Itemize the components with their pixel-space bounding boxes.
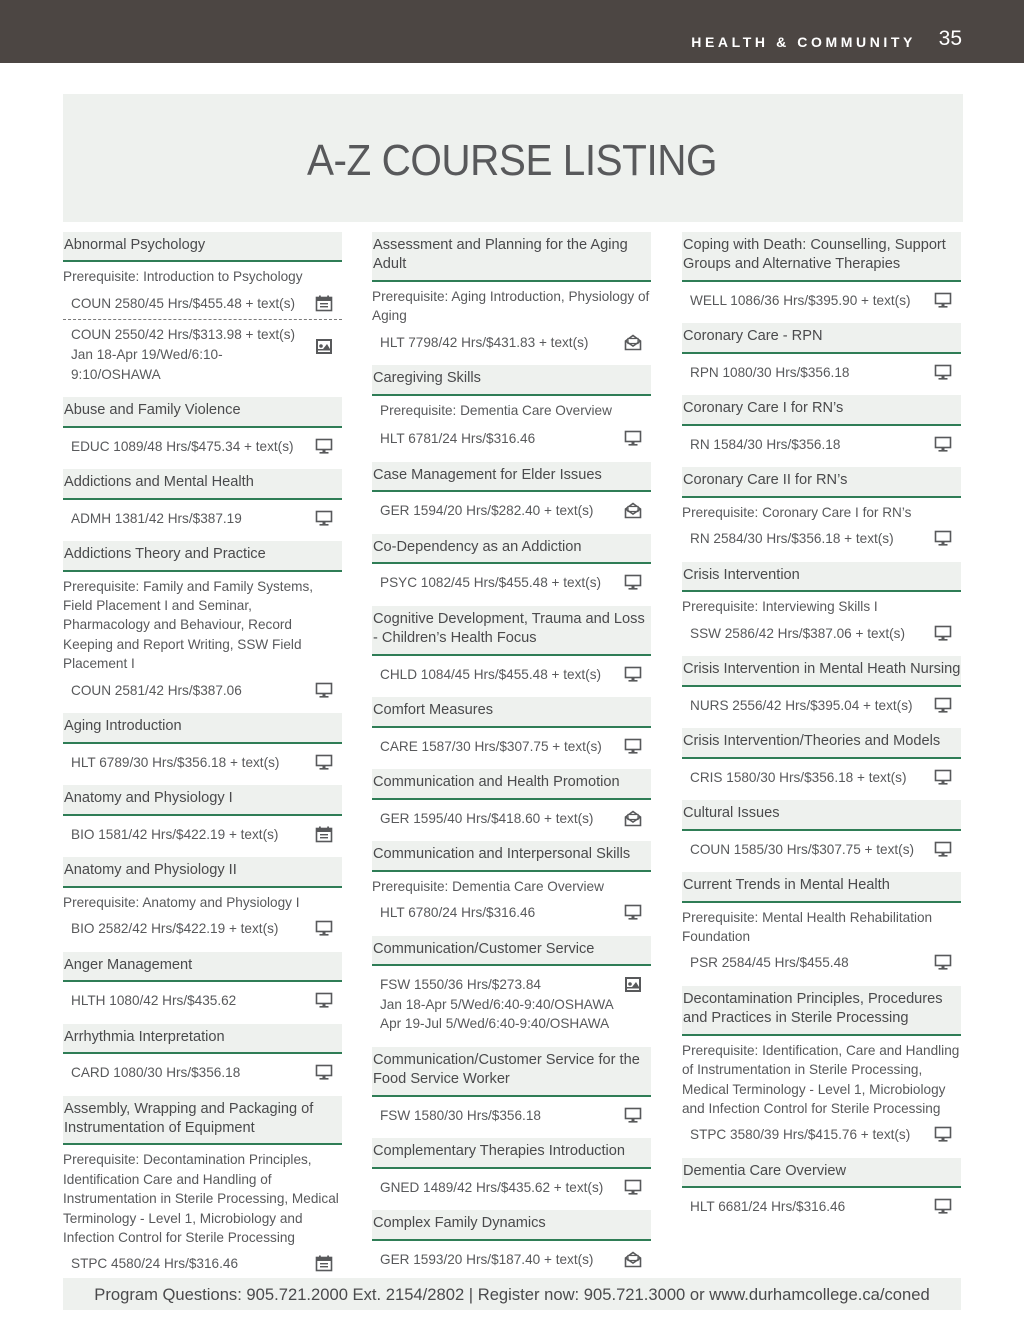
course-offering xyxy=(372,903,651,923)
offering-code-hours-price: RN 2584/30 Hrs/$356.18 + text(s) xyxy=(690,531,894,547)
offering-code-hours-price: STPC 3580/39 Hrs/$415.76 + text(s) xyxy=(690,1127,911,1143)
course-offering xyxy=(372,665,651,685)
online-icon xyxy=(934,954,952,971)
course-complementary-therapies-introduction xyxy=(372,1138,651,1197)
mail-icon xyxy=(624,334,642,351)
course-title: Caregiving Skills xyxy=(372,365,651,395)
course-prerequisite: Prerequisite: Coronary Care I for RN’s xyxy=(682,504,912,520)
online-icon xyxy=(934,841,952,858)
offering-code-hours-price: RPN 1080/30 Hrs/$356.18 xyxy=(690,364,850,380)
course-offering xyxy=(63,294,342,314)
mail-icon xyxy=(624,810,642,827)
course-offering xyxy=(682,363,961,383)
course-offering xyxy=(372,501,651,521)
course-anatomy-and-physiology-i xyxy=(63,785,342,844)
offering-code-hours-price: CARE 1587/30 Hrs/$307.75 + text(s) xyxy=(380,738,602,754)
course-title: Dementia Care Overview xyxy=(682,1158,961,1188)
online-icon xyxy=(934,769,952,786)
course-title: Communication and Interpersonal Skills xyxy=(372,841,651,871)
course-decontamination-principles-procedures-and-practices-in-sterile-processing xyxy=(682,986,961,1145)
course-title: Crisis Intervention in Mental Heath Nursing xyxy=(682,656,961,686)
online-icon xyxy=(624,666,642,683)
course-offering xyxy=(682,768,961,788)
course-offering xyxy=(63,319,342,384)
online-icon xyxy=(934,1198,952,1215)
course-title: Assembly, Wrapping and Packaging of Instrumentation of Equipment xyxy=(63,1096,342,1146)
online-icon xyxy=(624,1179,642,1196)
course-complex-family-dynamics xyxy=(372,1210,651,1269)
offering-code-hours-price: FSW 1550/36 Hrs/$273.84 xyxy=(380,977,541,993)
course-title: Abnormal Psychology xyxy=(63,232,342,262)
offering-code-hours-price: BIO 2582/42 Hrs/$422.19 + text(s) xyxy=(71,921,279,937)
offering-schedule: Apr 19-Jul 5/Wed/6:40-9:40/OSHAWA xyxy=(380,1016,610,1032)
offering-code-hours-price: FSW 1580/30 Hrs/$356.18 xyxy=(380,1107,541,1123)
offering-code-hours-price: ADMH 1381/42 Hrs/$387.19 xyxy=(71,510,242,526)
course-title: Case Management for Elder Issues xyxy=(372,462,651,492)
course-prerequisite: Prerequisite: Dementia Care Overview xyxy=(372,878,604,894)
online-icon xyxy=(934,530,952,547)
course-communication-and-interpersonal-skills xyxy=(372,841,651,922)
offering-code-hours-price: RN 1584/30 Hrs/$356.18 xyxy=(690,436,841,452)
course-coronary-care-ii-for-rn-s xyxy=(682,467,961,548)
page-title: A-Z COURSE LISTING xyxy=(306,136,718,185)
course-title: Anatomy and Physiology II xyxy=(63,857,342,887)
course-title: Coronary Care II for RN’s xyxy=(682,467,961,497)
course-offering xyxy=(682,953,961,973)
course-crisis-intervention-theories-and-models xyxy=(682,728,961,787)
course-title: Cognitive Development, Trauma and Loss - Children’s Health Focus xyxy=(372,606,651,656)
course-title: Anatomy and Physiology I xyxy=(63,785,342,815)
course-current-trends-in-mental-health xyxy=(682,872,961,973)
offering-code-hours-price: HLT 6681/24 Hrs/$316.46 xyxy=(690,1199,846,1215)
offering-schedule: Jan 18-Apr 5/Wed/6:40-9:40/OSHAWA xyxy=(380,996,614,1012)
course-offering xyxy=(372,573,651,593)
calendar-icon xyxy=(315,1255,333,1272)
online-icon xyxy=(624,574,642,591)
classroom-icon xyxy=(315,338,333,355)
course-communication-and-health-promotion xyxy=(372,769,651,828)
course-co-dependency-as-an-addiction xyxy=(372,534,651,593)
page-footer: Program Questions: 905.721.2000 Ext. 2154/2802 | Register now: 905.721.3000 or www.durhamcollege.ca/coned xyxy=(63,1278,961,1310)
course-title: Coping with Death: Counselling, Support Groups and Alternative Therapies xyxy=(682,232,961,282)
course-offering xyxy=(63,509,342,529)
course-offering xyxy=(63,681,342,701)
online-icon xyxy=(315,682,333,699)
online-icon xyxy=(934,1126,952,1143)
course-prerequisite: Prerequisite: Anatomy and Physiology I xyxy=(63,894,300,910)
online-icon xyxy=(315,438,333,455)
course-title: Coronary Care I for RN’s xyxy=(682,395,961,425)
calendar-icon xyxy=(315,826,333,843)
course-case-management-for-elder-issues xyxy=(372,462,651,521)
course-title: Communication/Customer Service for the Food Service Worker xyxy=(372,1047,651,1097)
course-title: Comfort Measures xyxy=(372,697,651,727)
classroom-icon xyxy=(624,976,642,993)
course-title: Co-Dependency as an Addiction xyxy=(372,534,651,564)
offering-code-hours-price: COUN 2550/42 Hrs/$313.98 + text(s) xyxy=(71,327,296,343)
mail-icon xyxy=(624,1251,642,1268)
course-title: Addictions Theory and Practice xyxy=(63,541,342,571)
course-coronary-care-rpn xyxy=(682,323,961,382)
course-offering xyxy=(682,1125,961,1145)
offering-code-hours-price: EDUC 1089/48 Hrs/$475.34 + text(s) xyxy=(71,438,294,454)
offering-code-hours-price: HLT 6781/24 Hrs/$316.46 xyxy=(380,431,536,447)
course-prerequisite: Prerequisite: Identification, Care and Handling of Instrumentation in Sterile Processing, Medical Terminology - Level 1, Microbiology and Infection Control for Sterile Processing xyxy=(682,1042,960,1117)
online-icon xyxy=(934,436,952,453)
online-icon xyxy=(315,1064,333,1081)
course-addictions-theory-and-practice xyxy=(63,541,342,700)
course-title: Aging Introduction xyxy=(63,713,342,743)
course-comfort-measures xyxy=(372,697,651,756)
offering-code-hours-price: HLT 6780/24 Hrs/$316.46 xyxy=(380,905,536,921)
online-icon xyxy=(315,992,333,1009)
course-title: Complementary Therapies Introduction xyxy=(372,1138,651,1168)
course-anatomy-and-physiology-ii xyxy=(63,857,342,938)
online-icon xyxy=(315,510,333,527)
offering-code-hours-price: PSYC 1082/45 Hrs/$455.48 + text(s) xyxy=(380,575,602,591)
course-offering xyxy=(682,291,961,311)
course-offering xyxy=(372,975,651,1034)
course-offering xyxy=(63,825,342,845)
course-offering xyxy=(63,1063,342,1083)
course-assembly-wrapping-and-packaging-of-instrumentation-of-equipment xyxy=(63,1096,342,1274)
course-offering xyxy=(372,809,651,829)
offering-code-hours-price: CHLD 1084/45 Hrs/$455.48 + text(s) xyxy=(380,666,602,682)
offering-code-hours-price: GER 1593/20 Hrs/$187.40 + text(s) xyxy=(380,1251,594,1267)
offering-code-hours-price: SSW 2586/42 Hrs/$387.06 + text(s) xyxy=(690,625,905,641)
offering-code-hours-price: BIO 1581/42 Hrs/$422.19 + text(s) xyxy=(71,826,279,842)
online-icon xyxy=(624,430,642,447)
page-number: 35 xyxy=(938,27,962,50)
offering-code-hours-price: HLT 7798/42 Hrs/$431.83 + text(s) xyxy=(380,334,589,350)
course-title: Communication/Customer Service xyxy=(372,936,651,966)
offering-code-hours-price: HLTH 1080/42 Hrs/$435.62 xyxy=(71,993,237,1009)
course-offering xyxy=(682,1197,961,1217)
section-title: HEALTH & COMMUNITY xyxy=(691,34,916,50)
course-offering xyxy=(372,429,651,449)
course-abnormal-psychology xyxy=(63,232,342,384)
course-coronary-care-i-for-rn-s xyxy=(682,395,961,454)
course-offering xyxy=(372,1178,651,1198)
course-title: Abuse and Family Violence xyxy=(63,397,342,427)
offering-code-hours-price: COUN 2581/42 Hrs/$387.06 xyxy=(71,682,242,698)
course-crisis-intervention-in-mental-heath-nursing xyxy=(682,656,961,715)
course-assessment-and-planning-for-the-aging-adult xyxy=(372,232,651,352)
course-title: Current Trends in Mental Health xyxy=(682,872,961,902)
course-title: Coronary Care - RPN xyxy=(682,323,961,353)
course-cognitive-development-trauma-and-loss-children-s-health-focus xyxy=(372,606,651,684)
course-prerequisite: Prerequisite: Family and Family Systems, Field Placement I and Seminar, Pharmacology and Behaviour, Record Keeping and Report Writing, SSW Field Placement I xyxy=(63,578,314,672)
course-title: Crisis Intervention xyxy=(682,562,961,592)
online-icon xyxy=(934,292,952,309)
course-title: Decontamination Principles, Procedures and Practices in Sterile Processing xyxy=(682,986,961,1036)
course-title: Complex Family Dynamics xyxy=(372,1210,651,1240)
offering-schedule: Jan 18-Apr 19/Wed/6:10-9:10/OSHAWA xyxy=(71,347,223,382)
course-title: Addictions and Mental Health xyxy=(63,469,342,499)
course-title: Assessment and Planning for the Aging Adult xyxy=(372,232,651,282)
course-prerequisite xyxy=(372,401,651,421)
course-column-2 xyxy=(372,232,651,1282)
prerequisite-text: Prerequisite: Dementia Care Overview xyxy=(380,402,612,418)
offering-code-hours-price: HLT 6789/30 Hrs/$356.18 + text(s) xyxy=(71,754,280,770)
course-title: Crisis Intervention/Theories and Models xyxy=(682,728,961,758)
course-caregiving-skills xyxy=(372,365,651,449)
course-prerequisite: Prerequisite: Interviewing Skills I xyxy=(682,599,878,615)
offering-code-hours-price: NURS 2556/42 Hrs/$395.04 + text(s) xyxy=(690,697,913,713)
course-dementia-care-overview xyxy=(682,1158,961,1217)
course-offering xyxy=(63,437,342,457)
offering-code-hours-price: GER 1594/20 Hrs/$282.40 + text(s) xyxy=(380,503,594,519)
offering-code-hours-price: CARD 1080/30 Hrs/$356.18 xyxy=(71,1065,241,1081)
course-anger-management xyxy=(63,952,342,1011)
offering-code-hours-price: PSR 2584/45 Hrs/$455.48 xyxy=(690,955,849,971)
online-icon xyxy=(315,920,333,937)
course-offering xyxy=(682,435,961,455)
offering-code-hours-price: GER 1595/40 Hrs/$418.60 + text(s) xyxy=(380,810,594,826)
mail-icon xyxy=(624,502,642,519)
course-arrhythmia-interpretation xyxy=(63,1024,342,1083)
course-title: Communication and Health Promotion xyxy=(372,769,651,799)
course-cultural-issues xyxy=(682,800,961,859)
course-prerequisite: Prerequisite: Aging Introduction, Physiology of Aging xyxy=(372,288,650,324)
course-prerequisite: Prerequisite: Decontamination Principles, Identification Care and Handling of Instrumentation in Sterile Processing, Medical Terminology - Level 1, Microbiology and Infection Control for Sterile Processing xyxy=(63,1152,339,1246)
course-offering xyxy=(372,333,651,353)
course-offering xyxy=(682,624,961,644)
offering-code-hours-price: COUN 1585/30 Hrs/$307.75 + text(s) xyxy=(690,841,915,857)
offering-code-hours-price: STPC 4580/24 Hrs/$316.46 xyxy=(71,1256,239,1272)
course-offering xyxy=(372,737,651,757)
course-title: Arrhythmia Interpretation xyxy=(63,1024,342,1054)
online-icon xyxy=(934,625,952,642)
course-aging-introduction xyxy=(63,713,342,772)
course-communication-customer-service-for-the-food-service-worker xyxy=(372,1047,651,1125)
online-icon xyxy=(934,697,952,714)
course-offering xyxy=(63,753,342,773)
offering-code-hours-price: COUN 2580/45 Hrs/$455.48 + text(s) xyxy=(71,295,296,311)
course-offering xyxy=(63,919,342,939)
course-title: Cultural Issues xyxy=(682,800,961,830)
calendar-icon xyxy=(315,295,333,312)
course-addictions-and-mental-health xyxy=(63,469,342,528)
page-header xyxy=(0,0,1024,63)
offering-code-hours-price: WELL 1086/36 Hrs/$395.90 + text(s) xyxy=(690,292,911,308)
online-icon xyxy=(624,904,642,921)
online-icon xyxy=(624,1107,642,1124)
online-icon xyxy=(934,364,952,381)
course-coping-with-death-counselling-support-groups-and-alternative-therapies xyxy=(682,232,961,310)
online-icon xyxy=(624,738,642,755)
course-offering xyxy=(682,529,961,549)
offering-code-hours-price: CRIS 1580/30 Hrs/$356.18 + text(s) xyxy=(690,769,907,785)
offering-code-hours-price: GNED 1489/42 Hrs/$435.62 + text(s) xyxy=(380,1179,604,1195)
course-abuse-and-family-violence xyxy=(63,397,342,456)
course-crisis-intervention xyxy=(682,562,961,643)
course-offering xyxy=(682,840,961,860)
course-offering xyxy=(682,696,961,716)
course-communication-customer-service xyxy=(372,936,651,1034)
online-icon xyxy=(315,754,333,771)
course-offering xyxy=(63,1254,342,1274)
course-offering xyxy=(372,1106,651,1126)
course-offering xyxy=(63,991,342,1011)
course-column-3 xyxy=(682,232,961,1230)
course-prerequisite: Prerequisite: Mental Health Rehabilitation Foundation xyxy=(682,909,933,945)
course-column-1 xyxy=(63,232,342,1287)
course-offering xyxy=(372,1250,651,1270)
course-title: Anger Management xyxy=(63,952,342,982)
course-prerequisite: Prerequisite: Introduction to Psychology xyxy=(63,269,303,285)
